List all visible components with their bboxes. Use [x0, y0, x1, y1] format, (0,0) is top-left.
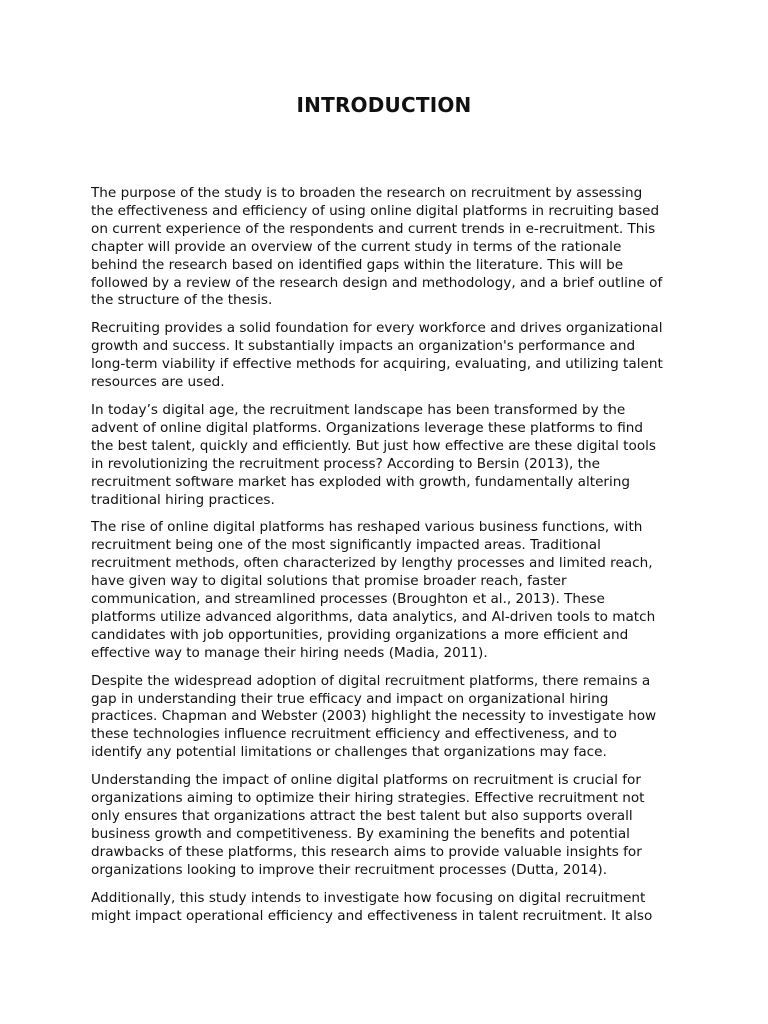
- paragraph: [91, 890, 681, 926]
- paragraph-line: on current experience of the respondents and current trends in e-recruitment. This: [91, 220, 656, 237]
- paragraph-line: traditional hiring practices.: [91, 491, 275, 508]
- paragraph-line: gap in understanding their true efficacy and impact on organizational hiring: [91, 690, 609, 707]
- paragraph-line: Understanding the impact of online digital platforms on recruitment is crucial for: [91, 772, 641, 789]
- paragraph-line: practices. Chapman and Webster (2003) highlight the necessity to investigate how: [91, 708, 657, 725]
- paragraph: [91, 772, 681, 879]
- paragraph-line: In today’s digital age, the recruitment landscape has been transformed by the: [91, 401, 626, 418]
- paragraph-line: drawbacks of these platforms, this research aims to provide valuable insights for: [91, 843, 642, 860]
- paragraph-line: recruitment methods, often characterized by lengthy processes and limited reach,: [91, 555, 653, 572]
- paragraph-line: candidates with job opportunities, providing organizations a more efficient and: [91, 626, 629, 643]
- page-title: INTRODUCTION: [296, 93, 472, 117]
- paragraph-line: The rise of online digital platforms has reshaped various business functions, with: [91, 519, 643, 536]
- paragraph-line: might impact operational efficiency and effectiveness in talent recruitment. It also: [91, 907, 653, 924]
- paragraph-line: organizations aiming to optimize their hiring strategies. Effective recruitment not: [91, 790, 645, 807]
- paragraph-line: in revolutionizing the recruitment process? According to Bersin (2013), the: [91, 455, 600, 472]
- paragraph-line: the effectiveness and efficiency of using online digital platforms in recruiting based: [91, 202, 660, 219]
- paragraph-line: Despite the widespread adoption of digital recruitment platforms, there remains a: [91, 672, 651, 689]
- paragraph-line: the structure of the thesis.: [91, 292, 273, 309]
- paragraph-line: recruitment being one of the most significantly impacted areas. Traditional: [91, 537, 601, 554]
- paragraph-line: these technologies influence recruitment efficiency and effectiveness, and to: [91, 726, 617, 743]
- paragraph-line: resources are used.: [91, 374, 225, 391]
- paragraph-line: identify any potential limitations or challenges that organizations may face.: [91, 744, 607, 761]
- paragraph-line: communication, and streamlined processes (Broughton et al., 2013). These: [91, 591, 605, 608]
- paragraph-line: behind the research based on identified gaps within the literature. This will be: [91, 256, 624, 273]
- paragraph-line: business growth and competitiveness. By examining the benefits and potential: [91, 825, 630, 842]
- paragraph: [91, 519, 681, 662]
- paragraph-line: platforms utilize advanced algorithms, data analytics, and AI-driven tools to match: [91, 608, 656, 625]
- paragraph: [91, 673, 681, 763]
- paragraph-line: long-term viability if effective methods for acquiring, evaluating, and utilizing talent: [91, 356, 663, 373]
- paragraph-line: organizations looking to improve their recruitment processes (Dutta, 2014).: [91, 861, 608, 878]
- paragraph-line: followed by a review of the research design and methodology, and a brief outline of: [91, 274, 663, 291]
- paragraph-line: The purpose of the study is to broaden the research on recruitment by assessing: [91, 185, 643, 201]
- paragraph: [91, 320, 681, 392]
- paragraph: [91, 402, 681, 509]
- paragraph: [91, 185, 681, 310]
- paragraph-line: advent of online digital platforms. Organizations leverage these platforms to find: [91, 419, 644, 436]
- paragraph-line: growth and success. It substantially impacts an organization's performance and: [91, 338, 636, 355]
- paragraph-line: chapter will provide an overview of the current study in terms of the rationale: [91, 238, 622, 255]
- paragraph-line: the best talent, quickly and efficiently. But just how effective are these digital tools: [91, 437, 657, 454]
- paragraph-line: effective way to manage their hiring needs (Madia, 2011).: [91, 644, 488, 661]
- paragraph-line: recruitment software market has exploded with growth, fundamentally altering: [91, 473, 631, 490]
- paragraph-line: have given way to digital solutions that promise broader reach, faster: [91, 573, 567, 590]
- paragraph-line: Additionally, this study intends to investigate how focusing on digital recruitment: [91, 889, 646, 906]
- paragraph-line: only ensures that organizations attract the best talent but also supports overall: [91, 808, 633, 824]
- paragraph-line: Recruiting provides a solid foundation for every workforce and drives organizational: [91, 320, 663, 337]
- body-text: [91, 185, 681, 935]
